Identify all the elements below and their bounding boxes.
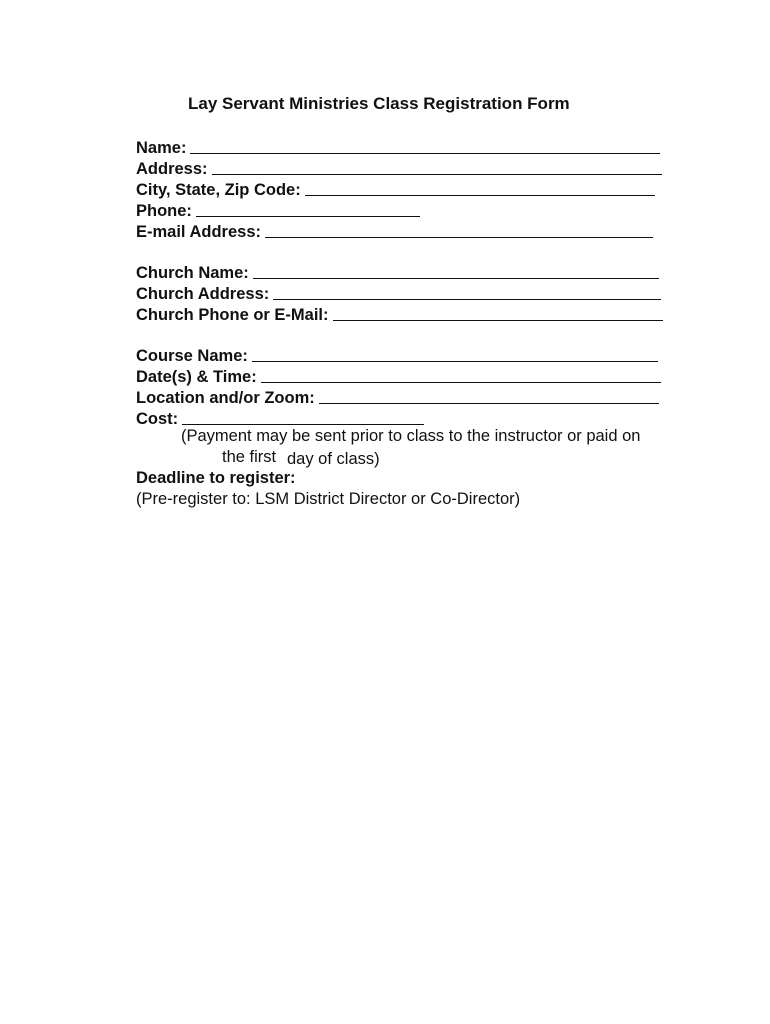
church-phone-email-label: Church Phone or E-Mail:	[136, 306, 329, 324]
phone-field[interactable]	[136, 200, 662, 221]
preregister-note: (Pre-register to: LSM District Director or Co-Director)	[136, 490, 521, 508]
email-field[interactable]	[136, 221, 662, 242]
phone-blank-line[interactable]	[196, 215, 420, 217]
church-name-label: Church Name:	[136, 264, 249, 282]
dates-time-blank-line[interactable]	[261, 381, 661, 383]
email-label: E-mail Address:	[136, 223, 262, 241]
church-name-blank-line[interactable]	[253, 277, 659, 279]
form-title: Lay Servant Ministries Class Registration Form	[188, 94, 570, 113]
payment-note-line-2a: the first	[222, 448, 277, 466]
city-state-zip-field[interactable]	[136, 179, 662, 200]
name-field[interactable]	[136, 137, 662, 158]
name-blank-line[interactable]	[190, 152, 660, 154]
dates-time-field[interactable]	[136, 366, 661, 387]
deadline-label: Deadline to register:	[136, 469, 296, 487]
personal-info-section	[136, 137, 662, 242]
church-phone-email-field[interactable]	[136, 304, 663, 325]
course-name-label: Course Name:	[136, 347, 248, 365]
payment-note-line-1: (Payment may be sent prior to class to the instructor or paid on	[181, 427, 641, 445]
address-blank-line[interactable]	[212, 173, 662, 175]
church-name-field[interactable]	[136, 262, 663, 283]
cost-field[interactable]	[136, 408, 661, 429]
address-label: Address:	[136, 160, 208, 178]
church-address-field[interactable]	[136, 283, 663, 304]
course-info-section	[136, 345, 661, 429]
church-phone-email-blank-line[interactable]	[333, 319, 663, 321]
church-address-label: Church Address:	[136, 285, 270, 303]
name-label: Name:	[136, 139, 187, 157]
location-zoom-blank-line[interactable]	[319, 402, 659, 404]
dates-time-label: Date(s) & Time:	[136, 368, 257, 386]
city-state-zip-label: City, State, Zip Code:	[136, 181, 301, 199]
course-name-blank-line[interactable]	[252, 360, 658, 362]
location-zoom-label: Location and/or Zoom:	[136, 389, 315, 407]
address-field[interactable]	[136, 158, 662, 179]
course-name-field[interactable]	[136, 345, 661, 366]
cost-label: Cost:	[136, 410, 179, 428]
location-zoom-field[interactable]	[136, 387, 661, 408]
payment-note-line-2b: day of class)	[287, 450, 380, 468]
phone-label: Phone:	[136, 202, 192, 220]
church-info-section	[136, 262, 663, 325]
church-address-blank-line[interactable]	[273, 298, 661, 300]
city-state-zip-blank-line[interactable]	[305, 194, 655, 196]
email-blank-line[interactable]	[265, 236, 653, 238]
cost-blank-line[interactable]	[182, 423, 424, 425]
